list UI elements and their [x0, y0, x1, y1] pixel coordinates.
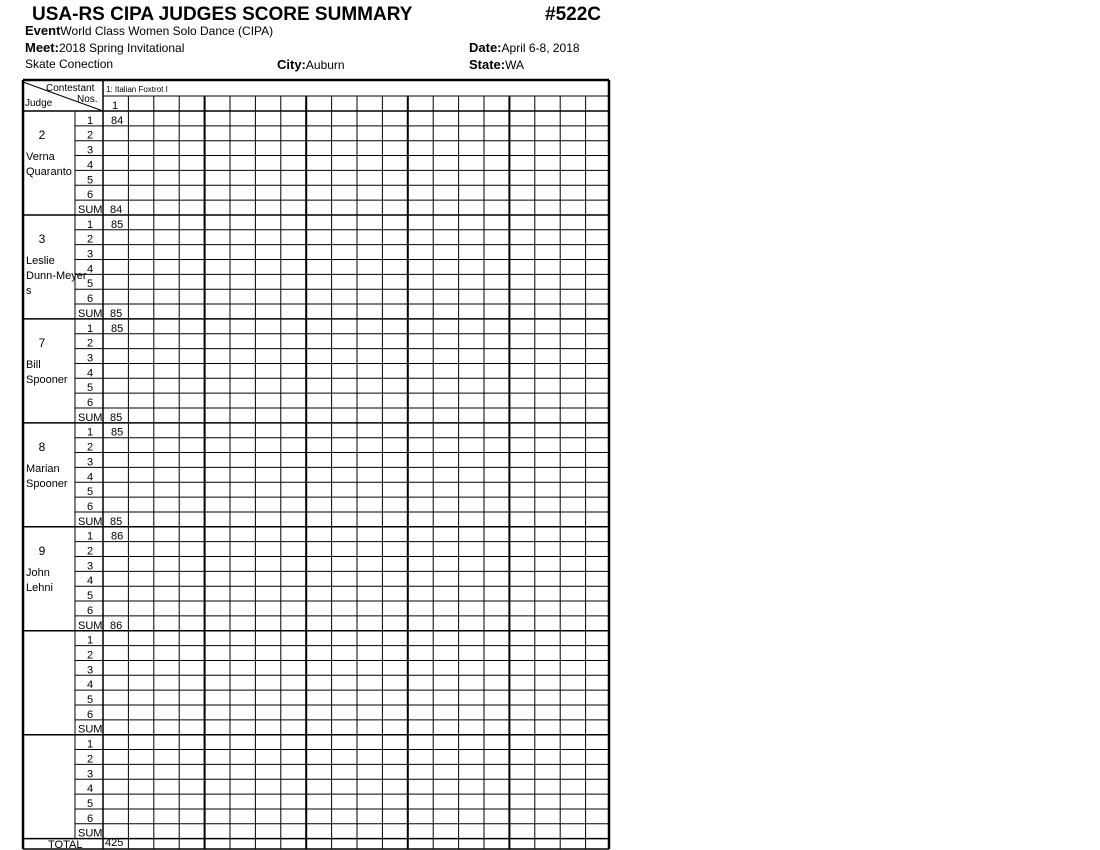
sum-value: 84 [110, 203, 123, 216]
judge-number: 2 [38, 128, 46, 142]
figure-number: 4 [87, 471, 94, 484]
judge-name-line: s [26, 284, 32, 297]
figure-number: 6 [87, 604, 94, 617]
form-number: #522C [545, 4, 601, 25]
score-value: 85 [111, 218, 124, 231]
date-value: April 6-8, 2018 [501, 41, 580, 55]
figure-number: 5 [87, 382, 94, 395]
nos-label: Nos. [77, 94, 98, 105]
judge-name-line: Spooner [26, 477, 68, 490]
judge-name-line: John [26, 566, 50, 579]
sum-label: SUM [78, 619, 103, 632]
figure-number: 1 [87, 218, 94, 231]
figure-number: 5 [87, 694, 94, 706]
figure-number: 3 [87, 768, 94, 781]
figure-number: 1 [87, 634, 94, 647]
figure-number: 3 [87, 144, 94, 157]
judge-name-line: Bill [26, 358, 41, 371]
sum-value: 86 [110, 619, 123, 632]
meet-label: Meet: [25, 40, 59, 55]
judge-name-line: Verna [26, 151, 55, 163]
sum-label: SUM [78, 723, 103, 736]
figure-number: 4 [87, 679, 94, 692]
figure-number: 3 [87, 664, 94, 677]
sum-label: SUM [78, 827, 103, 840]
event-value: World Class Women Solo Dance (CIPA) [60, 24, 274, 38]
figure-number: 2 [87, 753, 94, 766]
date-label: Date: [469, 40, 502, 55]
figure-number: 2 [87, 337, 94, 350]
sum-label: SUM [78, 203, 103, 216]
figure-number: 4 [87, 263, 94, 276]
figure-number: 5 [87, 174, 94, 187]
figure-number: 1 [87, 426, 94, 439]
judge-name-line: Dunn-Meyer [26, 269, 87, 282]
sum-value: 85 [110, 515, 123, 528]
figure-number: 2 [87, 129, 94, 142]
score-value: 84 [111, 114, 124, 127]
judge-label: Judge [25, 98, 53, 109]
figure-number: 4 [87, 783, 94, 796]
figure-number: 3 [87, 456, 94, 469]
contestant-label: Contestant [46, 83, 95, 94]
city-value: Auburn [305, 58, 345, 72]
dance-label: 1: Italian Foxtrot I [106, 85, 168, 94]
figure-number: 4 [87, 575, 94, 588]
figure-number: 3 [87, 352, 94, 365]
judge-number: 7 [38, 335, 46, 350]
state-label: State: [469, 57, 506, 72]
figure-number: 3 [87, 248, 94, 261]
judge-name-line: Quaranto [26, 166, 72, 178]
figure-number: 4 [87, 159, 94, 172]
city-label: City: [277, 57, 306, 72]
meet-value: 2018 Spring Invitational [58, 41, 185, 55]
score-value: 85 [111, 426, 124, 439]
sum-value: 85 [110, 307, 123, 320]
sum-label: SUM [78, 307, 103, 320]
figure-number: 6 [87, 812, 94, 825]
figure-number: 6 [87, 293, 94, 306]
figure-number: 5 [87, 590, 94, 603]
figure-number: 1 [87, 322, 94, 335]
total-label: TOTAL [48, 839, 83, 850]
figure-number: 6 [87, 500, 94, 513]
total-value: 425 [105, 837, 124, 849]
sum-label: SUM [78, 411, 103, 424]
club-name: Skate Conection [25, 57, 114, 71]
figure-number: 4 [87, 367, 94, 380]
event-label: Event [25, 23, 61, 38]
figure-number: 2 [87, 441, 94, 454]
figure-number: 2 [87, 649, 94, 662]
figure-number: 2 [87, 545, 94, 558]
state-value: WA [505, 58, 525, 72]
figure-number: 5 [87, 797, 94, 810]
score-value: 85 [111, 322, 124, 335]
figure-number: 2 [87, 233, 94, 246]
judge-name-line: Leslie [26, 254, 55, 267]
figure-number: 1 [87, 530, 94, 543]
figure-number: 1 [87, 114, 94, 127]
page-title: USA-RS CIPA JUDGES SCORE SUMMARY [32, 4, 413, 25]
figure-number: 6 [87, 708, 94, 721]
figure-number: 1 [87, 738, 94, 751]
table-grid [23, 80, 609, 849]
figure-number: 3 [87, 560, 94, 573]
contestant-number: 1 [111, 100, 119, 112]
judge-name-line: Lehni [26, 581, 53, 594]
judge-number: 8 [38, 439, 46, 454]
sum-value: 85 [110, 411, 123, 424]
judge-name-line: Spooner [26, 373, 68, 386]
figure-number: 5 [87, 486, 94, 499]
figure-number: 6 [87, 397, 94, 409]
sum-label: SUM [78, 515, 103, 528]
score-value: 86 [111, 530, 124, 543]
judge-number: 9 [38, 543, 46, 558]
figure-number: 5 [87, 278, 94, 291]
judge-name-line: Marian [26, 462, 60, 475]
figure-number: 6 [87, 189, 94, 202]
judge-number: 3 [38, 231, 46, 246]
